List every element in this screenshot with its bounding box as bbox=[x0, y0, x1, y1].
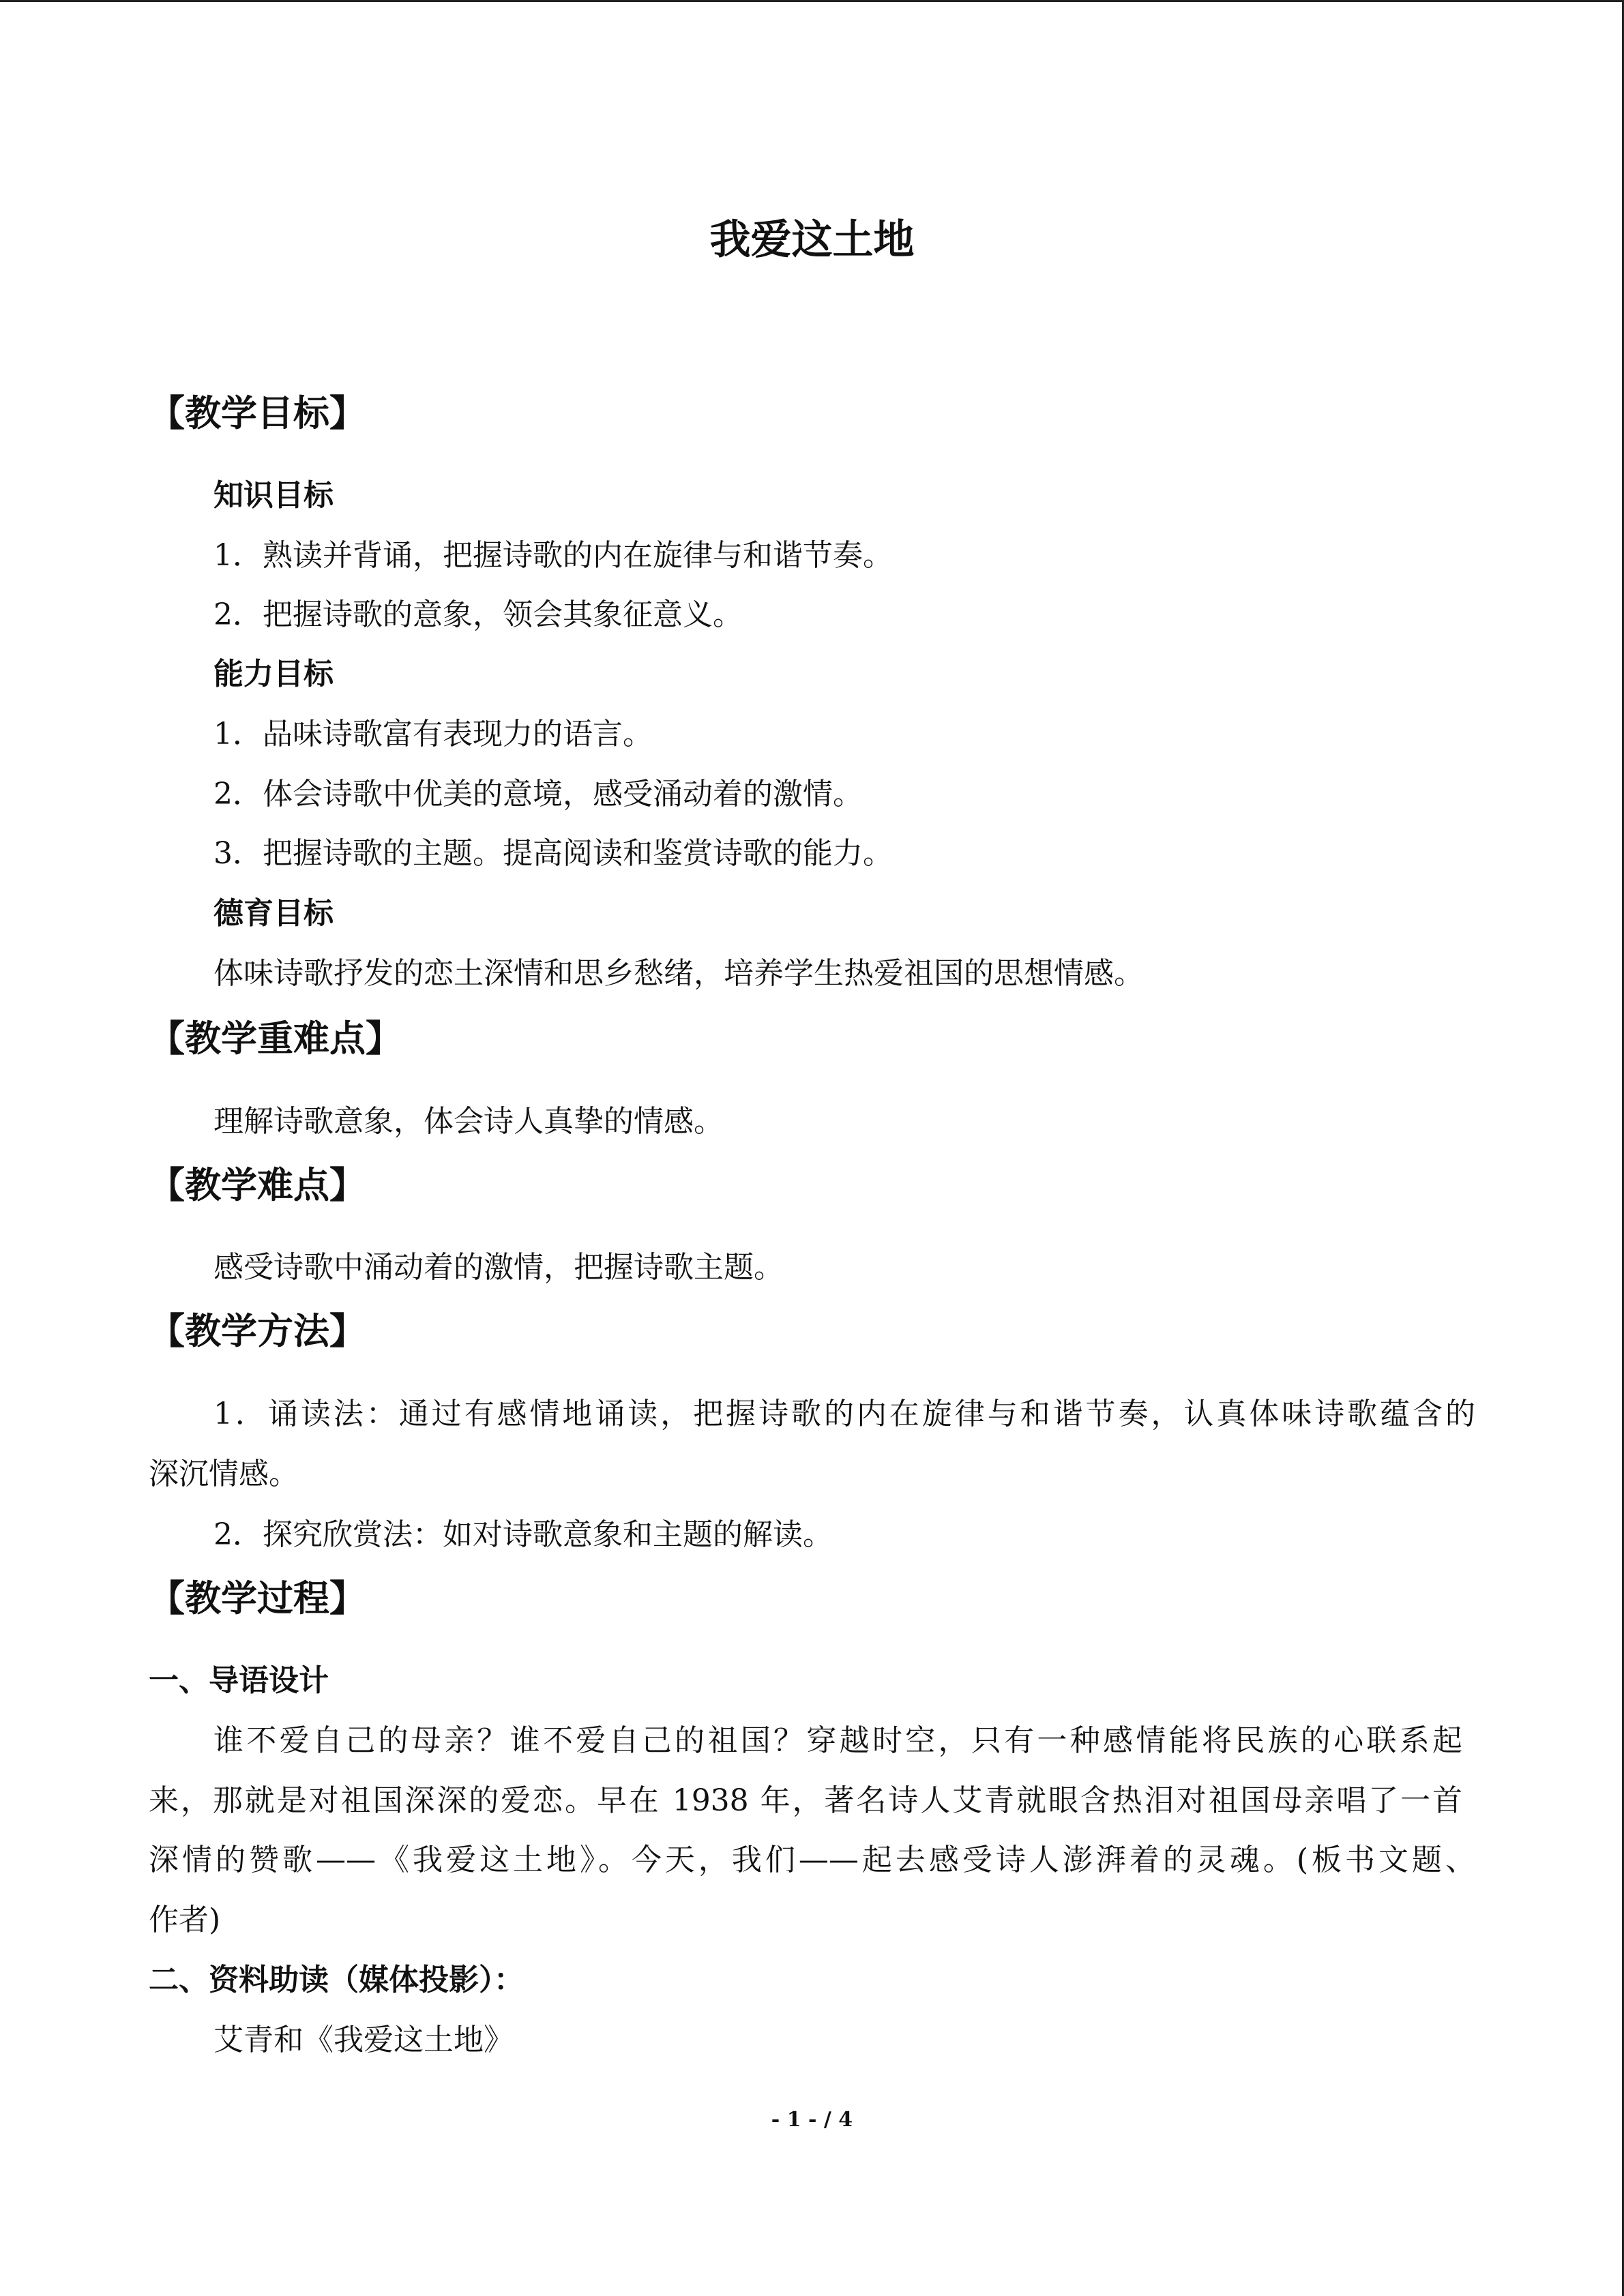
page-border-top bbox=[0, 0, 1624, 2]
knowledge-goal-1: 1．熟读并背诵，把握诗歌的内在旋律与和谐节奏。 bbox=[213, 538, 893, 573]
intro-line-2: 来，那就是对祖国深深的爱恋。早在 1938 年，著名诗人艾青就眼含热泪对祖国母亲唱了一首 bbox=[149, 1783, 1462, 1818]
heading-teaching-methods: 【教学方法】 bbox=[149, 1311, 366, 1352]
intro-line-4: 作者) bbox=[149, 1903, 221, 1937]
heading-difficulties: 【教学难点】 bbox=[149, 1165, 366, 1206]
label-materials: 二、资料助读（媒体投影）： bbox=[149, 1963, 524, 1997]
document-title: 我爱这土地 bbox=[709, 216, 915, 264]
heading-teaching-goals: 【教学目标】 bbox=[149, 393, 366, 434]
intro-line-3: 深情的赞歌——《我爱这土地》。今天，我们——起去感受诗人澎湃着的灵魂。(板书文题、 bbox=[149, 1843, 1475, 1877]
ability-goal-2: 2．体会诗歌中优美的意境，感受涌动着的激情。 bbox=[213, 777, 863, 811]
key-points-text: 理解诗歌意象，体会诗人真挚的情感。 bbox=[213, 1104, 724, 1139]
page-number: - 1 - / 4 bbox=[771, 2108, 853, 2132]
heading-key-points: 【教学重难点】 bbox=[149, 1018, 402, 1060]
difficulties-text: 感受诗歌中涌动着的激情，把握诗歌主题。 bbox=[213, 1250, 784, 1285]
label-intro-design: 一、导语设计 bbox=[149, 1663, 329, 1698]
label-ability-goals: 能力目标 bbox=[213, 657, 334, 691]
knowledge-goal-2: 2．把握诗歌的意象，领会其象征意义。 bbox=[213, 597, 743, 632]
label-moral-goals: 德育目标 bbox=[213, 896, 334, 931]
method-1-line-1: 1．诵读法：通过有感情地诵读，把握诗歌的内在旋律与和谐节奏，认真体味诗歌蕴含的 bbox=[213, 1397, 1475, 1431]
ability-goal-3: 3．把握诗歌的主题。提高阅读和鉴赏诗歌的能力。 bbox=[213, 836, 893, 871]
intro-line-1: 谁不爱自己的母亲？谁不爱自己的祖国？穿越时空，只有一种感情能将民族的心联系起 bbox=[213, 1723, 1462, 1758]
heading-teaching-process: 【教学过程】 bbox=[149, 1578, 366, 1620]
method-1-line-2: 深沉情感。 bbox=[149, 1457, 299, 1491]
label-knowledge-goals: 知识目标 bbox=[213, 478, 334, 513]
ability-goal-1: 1．品味诗歌富有表现力的语言。 bbox=[213, 717, 653, 751]
moral-goal-text: 体味诗歌抒发的恋土深情和思乡愁绪，培养学生热爱祖国的思想情感。 bbox=[213, 956, 1144, 991]
materials-text: 艾青和《我爱这土地》 bbox=[213, 2023, 514, 2057]
method-2: 2．探究欣赏法：如对诗歌意象和主题的解读。 bbox=[213, 1517, 833, 1552]
